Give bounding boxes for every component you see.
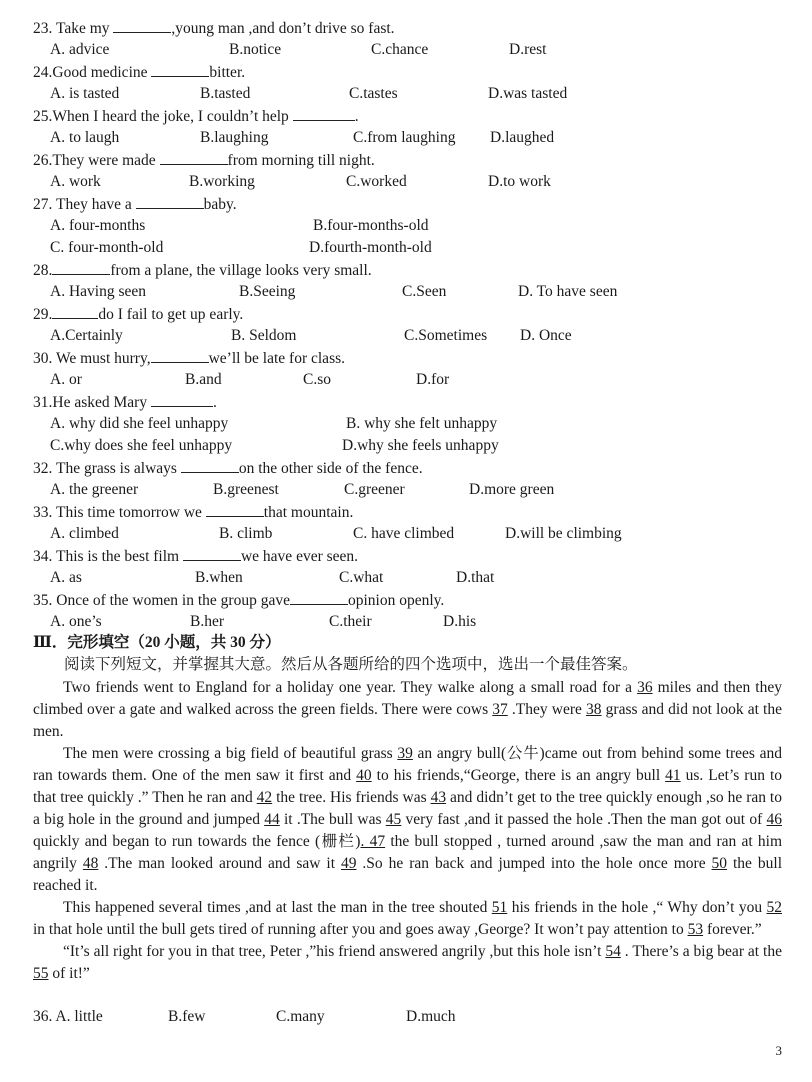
answer-option: C.chance — [371, 41, 429, 58]
question-stem — [33, 458, 423, 479]
stem-text: that mountain. — [263, 504, 354, 521]
blank-number: 54 — [605, 943, 621, 960]
answer-option: D.was tasted — [488, 85, 568, 102]
passage-text: forever.” — [703, 921, 762, 938]
question-stem — [33, 150, 375, 171]
passage-text: . There’s a big bear at the — [620, 943, 782, 960]
answer-option: D.to work — [488, 173, 551, 190]
blank-number: 46 — [766, 811, 782, 828]
answer-option: D.his — [443, 613, 477, 630]
answer-option: C.Seen — [402, 283, 447, 300]
answer-option: B.working — [189, 173, 255, 190]
blank-number: . 47 — [360, 833, 386, 850]
answer-option: D.more green — [469, 481, 555, 498]
answer-option: A.Certainly — [50, 327, 123, 344]
question-stem — [33, 392, 217, 413]
passage-paragraph — [33, 897, 782, 941]
answer-option: A. or — [50, 371, 82, 388]
passage-text: quickly and began to run towards the fence (栅栏) — [33, 833, 361, 850]
answer-option: A. four-months — [50, 217, 146, 234]
passage-text: of it!” — [48, 965, 90, 982]
passage-text: .They were — [507, 701, 587, 718]
answer-blank — [151, 392, 213, 407]
answer-blank — [181, 458, 239, 473]
passage-paragraph — [33, 677, 782, 743]
answer-option: C.tastes — [349, 85, 398, 102]
stem-text: bitter. — [209, 64, 246, 81]
answer-option: B.when — [195, 569, 243, 586]
question-stem — [33, 546, 358, 567]
blank-number: 55 — [33, 965, 49, 982]
answer-option: B.tasted — [200, 85, 251, 102]
question-stem — [33, 106, 359, 127]
answer-blank — [183, 546, 241, 561]
answer-option: D. Once — [520, 327, 572, 344]
answer-option: D.will be climbing — [505, 525, 622, 542]
passage-text: This happened several times ,and at last the man in the tree shouted — [63, 899, 492, 916]
answer-blank — [151, 348, 209, 363]
answer-option: A. one’s — [50, 613, 102, 630]
blank-number: 39 — [397, 745, 413, 762]
cloze-passage — [33, 677, 782, 985]
passage-text: .So he ran back and jumped into the hole once more — [356, 855, 712, 872]
answer-option: C.why does she feel unhappy — [50, 437, 233, 454]
passage-text: the tree. His friends was — [272, 789, 431, 806]
blank-number: 41 — [665, 767, 681, 784]
answer-option: C.Sometimes — [404, 327, 488, 344]
blank-number: 51 — [491, 899, 508, 916]
stem-text: 27. They have a — [33, 196, 136, 213]
answer-option: D. To have seen — [518, 283, 618, 300]
answer-blank — [136, 194, 204, 209]
section-heading: Ⅲ．完形填空（20 小题，共 30 分） — [33, 634, 281, 651]
stem-text: 29. — [33, 306, 53, 323]
answer-option: B. Seldom — [231, 327, 297, 344]
page-number: 3 — [775, 1043, 782, 1058]
passage-paragraph — [33, 743, 782, 897]
blank-number: 38 — [586, 701, 602, 718]
stem-text: 24.Good medicine — [33, 64, 152, 81]
blank-number: 36 — [637, 679, 653, 696]
blank-number: 37 — [492, 701, 508, 718]
stem-text: . — [212, 394, 217, 411]
answer-option: D.rest — [509, 41, 547, 58]
stem-text: on the other side of the fence. — [238, 460, 423, 477]
stem-text: we’ll be late for class. — [208, 350, 346, 367]
stem-text: do I fail to get up early. — [98, 306, 244, 323]
question-stem — [33, 18, 395, 39]
blank-number: 49 — [340, 855, 357, 872]
question-stem — [33, 502, 353, 523]
answer-option: A. work — [50, 173, 101, 190]
answer-option: B.few — [168, 1008, 206, 1025]
passage-text: very fast ,and it passed the hole .Then the man got out of — [401, 811, 767, 828]
answer-option: B.four-months-old — [313, 217, 429, 234]
stem-text: 35. Once of the women in the group gave — [33, 592, 290, 609]
blank-number: 50 — [711, 855, 728, 872]
stem-text: ,young man ,and don’t drive so fast. — [171, 20, 395, 37]
answer-option: D.laughed — [490, 129, 555, 146]
answer-option: A. the greener — [50, 481, 139, 498]
answer-option: B.notice — [229, 41, 282, 58]
passage-text: the bull stopped , turned around ,saw the man and ran at him angrily — [33, 833, 783, 872]
answer-option: D.fourth-month-old — [309, 239, 432, 256]
stem-text: from a plane, the village looks very small. — [110, 262, 372, 279]
answer-blank — [206, 502, 264, 517]
answer-option: B. climb — [219, 525, 273, 542]
stem-text: . — [354, 108, 359, 125]
answer-option: C. four-month-old — [50, 239, 164, 256]
passage-text: “It’s all right for you in that tree, Peter ,”his friend answered angrily ,but this hole isn’t — [63, 943, 606, 960]
answer-option: A. is tasted — [50, 85, 120, 102]
answer-option: D.that — [456, 569, 495, 586]
stem-text: 28. — [33, 262, 53, 279]
stem-text: 33. This time tomorrow we — [33, 504, 206, 521]
blank-number: 48 — [82, 855, 99, 872]
answer-option: A. as — [50, 569, 82, 586]
passage-text: grass and did not look at the men. — [33, 701, 782, 740]
passage-text: the bull reached it. — [33, 855, 783, 894]
stem-text: opinion openly. — [347, 592, 445, 609]
blank-number: 40 — [356, 767, 372, 784]
answer-blank — [293, 106, 355, 121]
stem-text: 26.They were made — [33, 152, 160, 169]
answer-option: C.what — [339, 569, 384, 586]
passage-paragraph — [33, 941, 782, 985]
answer-option: D.for — [416, 371, 450, 388]
blank-number: 42 — [256, 789, 273, 806]
answer-blank — [290, 590, 348, 605]
stem-text: we have ever seen. — [240, 548, 359, 565]
answer-option: B.her — [190, 613, 225, 630]
stem-text: 32. The grass is always — [33, 460, 181, 477]
passage-text: miles and then they climbed over a gate and walked across the green fields. There were cows — [33, 679, 782, 718]
stem-text: 23. Take my — [33, 20, 114, 37]
question-stem — [33, 304, 243, 325]
answer-blank — [52, 260, 110, 275]
answer-option: C.greener — [344, 481, 405, 498]
passage-text: his friends in the hole ,“ Why don’t you — [507, 899, 767, 916]
answer-option: C.many — [276, 1008, 325, 1025]
passage-text: us. Let’s run to that tree quickly .” Then he ran and — [33, 767, 783, 806]
answer-option: C.their — [329, 613, 372, 630]
blank-number: 44 — [264, 811, 280, 828]
question-stem — [33, 260, 372, 281]
answer-option: 36. A. little — [33, 1008, 103, 1025]
stem-text: 31.He asked Mary — [33, 394, 151, 411]
answer-option: C. have climbed — [353, 525, 455, 542]
answer-option: D.much — [406, 1008, 456, 1025]
stem-text: baby. — [203, 196, 237, 213]
answer-option: B. why she felt unhappy — [346, 415, 498, 432]
question-stem — [33, 62, 245, 83]
answer-option: B.Seeing — [239, 283, 296, 300]
answer-option: C.so — [303, 371, 331, 388]
passage-text: it .The bull was — [279, 811, 386, 828]
passage-text: an angry bull(公牛)came out from behind some trees and ran towards them. One of the men saw it first and — [33, 745, 782, 784]
question-stem — [33, 590, 444, 611]
blank-number: 43 — [430, 789, 447, 806]
answer-blank — [113, 18, 171, 33]
stem-text: 34. This is the best film — [33, 548, 183, 565]
section-instruction: 阅读下列短文，并掌握其大意。然后从各题所给的四个选项中，选出一个最佳答案。 — [64, 656, 638, 673]
question-stem — [33, 194, 237, 215]
blank-number: 52 — [766, 899, 782, 916]
blank-number: 53 — [687, 921, 704, 938]
passage-text: and didn’t get to the tree quickly enough ,so he ran to a big hole in the ground and jumped — [33, 789, 782, 828]
passage-text: to his friends,“George, there is an angry bull — [371, 767, 666, 784]
answer-option: B.and — [185, 371, 222, 388]
answer-blank — [160, 150, 228, 165]
answer-option: A. to laugh — [50, 129, 120, 146]
answer-blank — [52, 304, 98, 319]
passage-text: .The man looked around and saw it — [98, 855, 341, 872]
passage-text: Two friends went to England for a holiday one year. They walke along a small road for a — [63, 679, 638, 696]
answer-option: A. advice — [50, 41, 110, 58]
answer-option: B.greenest — [213, 481, 279, 498]
answer-option: B.laughing — [200, 129, 269, 146]
answer-option: A. climbed — [50, 525, 119, 542]
blank-number: 45 — [385, 811, 402, 828]
answer-option: A. why did she feel unhappy — [50, 415, 229, 432]
stem-text: 30. We must hurry, — [33, 350, 151, 367]
answer-option: D.why she feels unhappy — [342, 437, 499, 454]
stem-text: from morning till night. — [227, 152, 375, 169]
passage-text: in that hole until the bull gets tired of running after you and goes away ,George? It won’t pay attention to — [33, 921, 688, 938]
answer-option: C.worked — [346, 173, 407, 190]
stem-text: 25.When I heard the joke, I couldn’t help — [33, 108, 293, 125]
answer-blank — [151, 62, 209, 77]
question-stem — [33, 348, 345, 369]
passage-text: The men were crossing a big field of beautiful grass — [63, 745, 398, 762]
answer-option: C.from laughing — [353, 129, 456, 146]
answer-option: A. Having seen — [50, 283, 146, 300]
